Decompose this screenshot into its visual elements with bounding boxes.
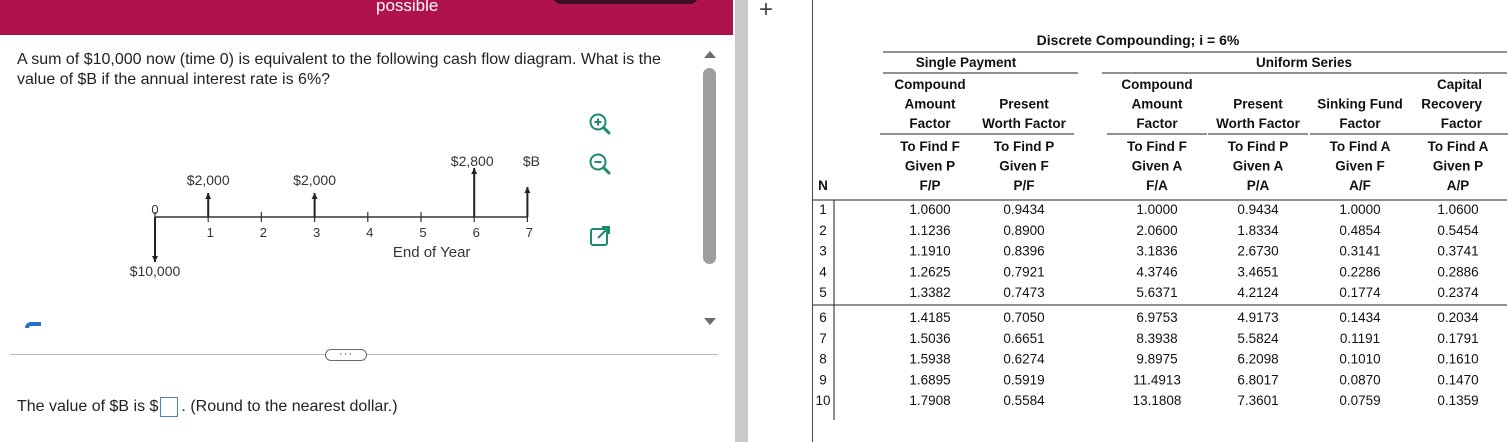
bracket-icon — [25, 322, 41, 328]
column-name: Compound — [894, 77, 966, 92]
factor-value: 1.0600 — [909, 202, 951, 217]
factor-value: 1.0000 — [1339, 202, 1381, 217]
arrowhead — [152, 256, 158, 262]
column-name: Amount — [1131, 96, 1183, 112]
factor-value: 0.1191 — [1339, 330, 1381, 346]
factor-value: 0.1791 — [1437, 330, 1479, 346]
column-name: Factor — [1136, 116, 1178, 131]
group-single-payment: Single Payment — [915, 55, 1017, 70]
column-find: Given P — [904, 158, 956, 174]
table-row — [819, 202, 1478, 217]
factor-value: 1.7908 — [909, 393, 951, 409]
table-row — [819, 223, 1479, 238]
cash-flow-label: $10,000 — [129, 263, 181, 279]
factor-value: 0.2286 — [1339, 264, 1381, 280]
plus-icon[interactable]: + — [759, 0, 774, 23]
banner-text: possible — [376, 0, 439, 15]
row-period: 2 — [819, 222, 827, 238]
factor-value: 3.4651 — [1237, 264, 1279, 280]
factor-value: 1.1910 — [909, 243, 951, 259]
row-period: 10 — [815, 393, 831, 409]
column-name: Recovery — [1421, 96, 1482, 112]
column-find: To Find P — [993, 139, 1055, 154]
factor-value: 1.5036 — [909, 330, 951, 346]
period-label: 4 — [366, 225, 374, 240]
factor-value: 1.1236 — [909, 222, 951, 238]
factor-value: 7.3601 — [1237, 393, 1279, 409]
row-period: 8 — [819, 351, 827, 367]
table-row — [815, 393, 1478, 408]
n-header: N — [818, 178, 828, 193]
column-find: A/F — [1349, 178, 1371, 193]
factor-value: 8.3938 — [1136, 330, 1178, 346]
column-name: Factor — [1339, 116, 1381, 131]
column-find: F/P — [919, 178, 941, 193]
factor-value: 1.4185 — [909, 310, 951, 325]
factor-value: 0.9434 — [1237, 202, 1279, 217]
table-row — [819, 310, 1479, 325]
factor-value: 4.2124 — [1237, 285, 1279, 301]
column-find: To Find A — [1329, 139, 1391, 154]
factor-value: 1.6895 — [909, 372, 951, 388]
column-find: P/F — [1013, 178, 1035, 193]
factor-value: 2.0600 — [1136, 222, 1178, 238]
scroll-down-icon — [704, 318, 716, 325]
interest-table-panel — [812, 0, 1508, 442]
period-label: 2 — [259, 225, 268, 240]
factor-value: 0.1470 — [1437, 372, 1479, 388]
column-name: Amount — [904, 96, 956, 112]
row-period: 7 — [819, 330, 827, 346]
table-title: Discrete Compounding; i = 6% — [1036, 32, 1240, 48]
column-find: To Find F — [900, 139, 960, 154]
arrowhead — [524, 187, 530, 193]
axis-label: End of Year — [392, 244, 471, 261]
factor-value: 1.0000 — [1136, 202, 1178, 217]
table-row — [819, 352, 1478, 367]
group-uniform-series: Uniform Series — [1255, 55, 1353, 70]
column-name: Worth Factor — [982, 116, 1066, 131]
column-name: Factor — [1440, 116, 1482, 131]
cash-flow-label: $2,000 — [293, 172, 337, 188]
column-find: To Find P — [1227, 139, 1289, 154]
column-name: Present — [1233, 96, 1283, 112]
factor-value: 1.8334 — [1237, 222, 1279, 238]
scroll-up-icon — [704, 51, 716, 58]
row-period: 3 — [819, 243, 827, 259]
factor-value: 0.6651 — [1003, 330, 1045, 346]
interest-factor-table — [813, 0, 1508, 442]
factor-value: 0.2374 — [1437, 285, 1479, 301]
column-find: A/P — [1446, 178, 1470, 193]
zoom-out-icon[interactable] — [586, 150, 614, 178]
factor-value: 0.3141 — [1339, 243, 1381, 259]
question-panel — [0, 0, 735, 442]
row-period: 1 — [819, 202, 827, 217]
answer-suffix: . (Round to the nearest dollar.) — [181, 398, 398, 415]
question-text: A sum of $10,000 now (time 0) is equivalent to the following cash flow diagram. What is the value of $B if the annual interest rate is 6%? — [17, 51, 661, 88]
column-name: Present — [999, 96, 1049, 112]
header-banner — [0, 0, 733, 35]
factor-value: 5.5824 — [1237, 330, 1279, 346]
factor-value: 3.1836 — [1136, 243, 1178, 259]
factor-value: 0.1434 — [1339, 310, 1381, 325]
factor-value: 0.8396 — [1003, 243, 1045, 259]
factor-value: 11.4913 — [1133, 372, 1181, 388]
factor-value: 0.5919 — [1003, 372, 1045, 388]
arrowhead — [312, 193, 318, 199]
column-find: Given A — [1131, 158, 1183, 174]
table-row — [819, 244, 1478, 259]
cash-flow-label: $B — [522, 153, 540, 169]
column-name: Factor — [909, 116, 951, 131]
panel-splitter[interactable] — [735, 0, 748, 442]
factor-value: 0.5584 — [1003, 393, 1045, 409]
factor-value: 1.2625 — [909, 264, 951, 280]
answer-row — [17, 397, 398, 417]
column-name: Capital — [1436, 77, 1482, 92]
factor-value: 6.9753 — [1136, 310, 1178, 325]
cash-flow-label: $2,800 — [450, 153, 494, 169]
factor-value: 0.7473 — [1003, 285, 1045, 301]
table-row — [819, 264, 1478, 279]
factor-value: 0.1774 — [1339, 285, 1381, 301]
period-label: 1 — [206, 225, 214, 240]
factor-value: 6.8017 — [1237, 372, 1279, 388]
factor-value: 0.1010 — [1339, 351, 1381, 367]
factor-value: 0.9434 — [1003, 202, 1045, 217]
factor-value: 6.2098 — [1237, 351, 1279, 367]
factor-value: 0.7050 — [1003, 310, 1045, 325]
column-find: To Find F — [1127, 139, 1187, 154]
factor-value: 0.0870 — [1339, 372, 1381, 388]
more-button[interactable] — [325, 349, 367, 361]
zoom-in-icon[interactable] — [586, 110, 614, 138]
factor-value: 0.4854 — [1339, 222, 1381, 238]
factor-value: 0.0759 — [1339, 393, 1381, 409]
column-find: F/A — [1146, 178, 1168, 193]
factor-value: 0.1359 — [1437, 393, 1479, 409]
factor-value: 0.7921 — [1003, 264, 1045, 280]
factor-value: 0.2034 — [1437, 310, 1479, 325]
column-find: Given P — [1432, 158, 1484, 174]
factor-value: 1.0600 — [1437, 202, 1479, 217]
period-label: 0 — [151, 202, 159, 217]
factor-value: 2.6730 — [1237, 243, 1279, 259]
factor-value: 0.2886 — [1437, 264, 1479, 280]
factor-value: 0.3741 — [1437, 243, 1479, 259]
column-name: Compound — [1121, 77, 1193, 92]
scrollbar-thumb[interactable] — [703, 68, 716, 264]
factor-value: 1.5938 — [909, 351, 951, 367]
factor-value: 13.1808 — [1132, 393, 1182, 409]
column-find: Given A — [1232, 158, 1284, 174]
row-period: 5 — [819, 285, 827, 301]
period-label: 6 — [472, 225, 480, 240]
column-find: Given F — [999, 158, 1049, 174]
arrowhead — [205, 193, 211, 199]
cash-flow-label: $2,000 — [186, 172, 230, 188]
table-row — [819, 285, 1479, 300]
factor-value: 1.3382 — [909, 285, 951, 301]
period-label: 7 — [525, 225, 534, 240]
factor-value: 0.1610 — [1437, 351, 1479, 367]
period-label: 5 — [419, 225, 427, 240]
factor-value: 9.8975 — [1136, 351, 1178, 367]
factor-value: 0.8900 — [1003, 222, 1045, 238]
row-period: 9 — [819, 372, 827, 388]
period-label: 3 — [312, 225, 321, 240]
popout-icon[interactable] — [586, 222, 614, 250]
factor-value: 5.6371 — [1136, 285, 1178, 301]
column-name: Sinking Fund — [1317, 96, 1403, 112]
column-find: Given F — [1335, 158, 1385, 174]
row-period: 4 — [819, 264, 827, 280]
column-find: P/A — [1246, 178, 1270, 193]
answer-input[interactable] — [160, 397, 178, 417]
answer-prefix: The value of $B is $ — [17, 398, 159, 415]
column-find: To Find A — [1427, 139, 1489, 154]
table-row — [819, 372, 1478, 387]
factor-value: 4.9173 — [1237, 310, 1279, 325]
more-icon: ··· — [339, 348, 353, 360]
row-period: 6 — [819, 310, 827, 325]
column-name: Worth Factor — [1216, 116, 1300, 131]
banner-button[interactable] — [553, 0, 698, 4]
factor-value: 0.5454 — [1437, 222, 1479, 238]
table-row — [819, 331, 1478, 346]
factor-value: 4.3746 — [1136, 264, 1178, 280]
factor-value: 0.6274 — [1003, 351, 1045, 367]
